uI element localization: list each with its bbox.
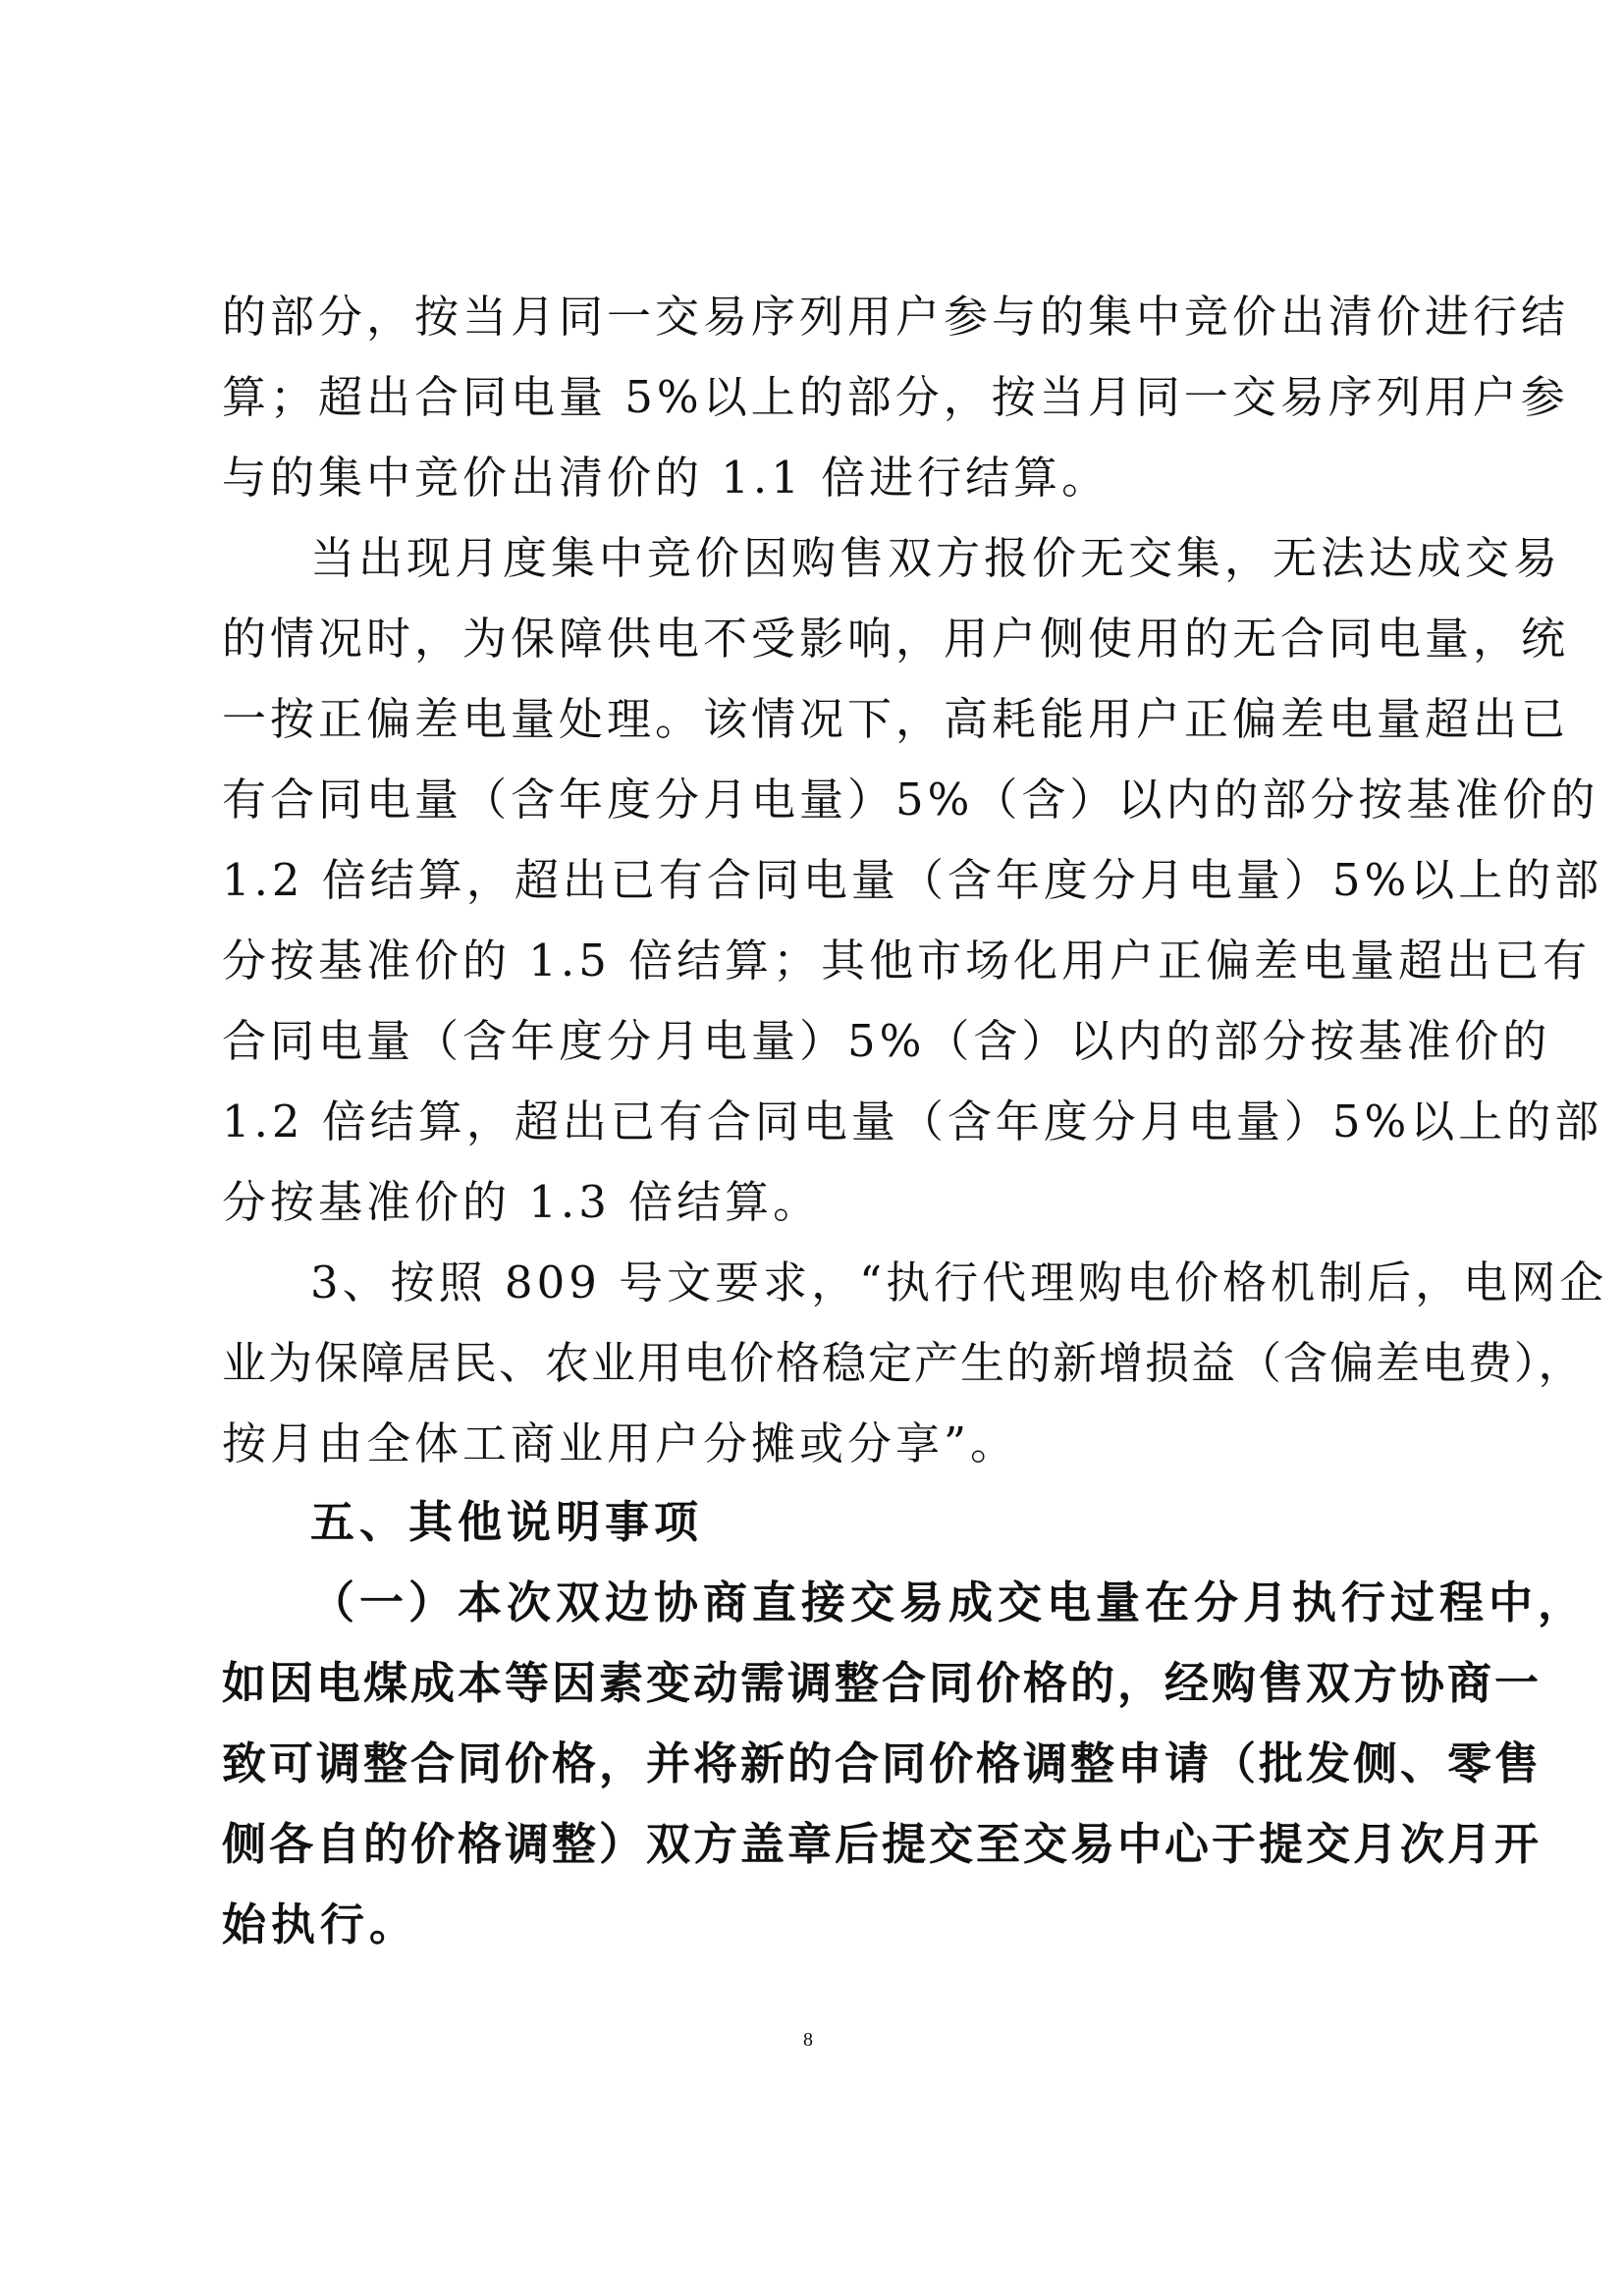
paragraph-1-line-3: 与的集中竞价出清价的 1.1 倍进行结算。 xyxy=(222,452,1110,504)
paragraph-2-line-6: 分按基准价的 1.5 倍结算；其他市场化用户正偏差电量超出已有 xyxy=(222,934,1592,987)
paragraph-3-line-3: 按月由全体工商业用户分摊或分享”。 xyxy=(222,1417,1019,1469)
paragraph-2-line-8: 1.2 倍结算，超出已有合同电量（含年度分月电量）5%以上的部 xyxy=(222,1095,1603,1148)
paragraph-3-line-2: 业为保障居民、农业用电价格稳定产生的新增损益（含偏差电费）， xyxy=(222,1337,1585,1389)
paragraph-4-line-3: 致可调整合同价格，并将新的合同价格调整申请（批发侧、零售 xyxy=(222,1737,1543,1789)
paragraph-2-line-7: 合同电量（含年度分月电量）5%（含）以内的部分按基准价的 xyxy=(222,1015,1551,1067)
paragraph-1-line-1: 的部分，按当月同一交易序列用户参与的集中竞价出清价进行结 xyxy=(222,291,1570,343)
paragraph-2-line-4: 有合同电量（含年度分月电量）5%（含）以内的部分按基准价的 xyxy=(222,774,1599,826)
paragraph-4-line-1: （一）本次双边协商直接交易成交电量在分月执行过程中， xyxy=(310,1576,1588,1629)
paragraph-2-line-2: 的情况时，为保障供电不受影响，用户侧使用的无合同电量，统 xyxy=(222,613,1570,665)
paragraph-2-line-1: 当出现月度集中竞价因购售双方报价无交集，无法达成交易 xyxy=(310,532,1562,584)
paragraph-4-line-5: 始执行。 xyxy=(222,1898,419,1950)
paragraph-1-line-2: 算；超出合同电量 5%以上的部分，按当月同一交易序列用户参 xyxy=(222,371,1569,423)
paragraph-4-line-2: 如因电煤成本等因素变动需调整合同价格的，经购售双方协商一 xyxy=(222,1657,1543,1709)
paragraph-2-line-9: 分按基准价的 1.3 倍结算。 xyxy=(222,1176,822,1228)
page-number: 8 xyxy=(803,2029,813,2051)
paragraph-4-line-4: 侧各自的价格调整）双方盖章后提交至交易中心于提交月次月开 xyxy=(222,1818,1543,1870)
paragraph-3-line-1: 3、按照 809 号文要求，“执行代理购电价格机制后，电网企 xyxy=(310,1256,1608,1308)
paragraph-2-line-5: 1.2 倍结算，超出已有合同电量（含年度分月电量）5%以上的部 xyxy=(222,854,1603,906)
section-heading: 五、其他说明事项 xyxy=(310,1496,704,1548)
paragraph-2-line-3: 一按正偏差电量处理。该情况下，高耗能用户正偏差电量超出已 xyxy=(222,693,1570,745)
